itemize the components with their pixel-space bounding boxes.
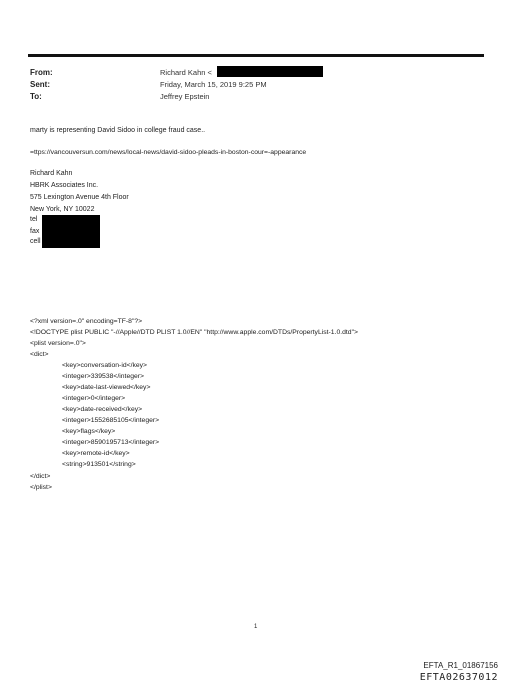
from-label: From: [30, 68, 53, 77]
xml-line: <plist version=.0"> [30, 340, 86, 347]
xml-line: <key>conversation-id</key> [62, 362, 148, 369]
xml-line: <key>remote-id</key> [62, 450, 130, 457]
xml-line: </dict> [30, 473, 51, 480]
sent-value: Friday, March 15, 2019 9:25 PM [160, 80, 267, 89]
signature-company: HBRK Associates Inc. [30, 182, 99, 189]
signature-tel-label: tel [30, 216, 38, 223]
xml-line: <key>date-received</key> [62, 406, 143, 413]
xml-line: <key>flags</key> [62, 428, 116, 435]
signature-cell-label: cell [30, 238, 41, 245]
bates-number-large: EFTA02637012 [419, 672, 498, 683]
header-rule [28, 54, 484, 57]
xml-line: <string>913501</string> [62, 461, 136, 468]
xml-line: <key>date-last-viewed</key> [62, 384, 151, 391]
signature-fax-label: fax [30, 228, 40, 235]
message-text: marty is representing David Sidoo in college fraud case.. [30, 127, 206, 134]
xml-line: <integer>0</integer> [62, 395, 126, 402]
sent-label: Sent: [30, 80, 50, 89]
xml-line: <dict> [30, 351, 49, 358]
xml-line: </plist> [30, 484, 52, 491]
signature-address-2: New York, NY 10022 [30, 206, 95, 213]
redaction-block-email [217, 66, 323, 77]
xml-line: <integer>1552685105</integer> [62, 417, 160, 424]
signature-address-1: 575 Lexington Avenue 4th Floor [30, 194, 129, 201]
to-label: To: [30, 92, 42, 101]
xml-line: <integer>8590195713</integer> [62, 439, 160, 446]
xml-line: <integer>339538</integer> [62, 373, 145, 380]
xml-line: <!DOCTYPE plist PUBLIC "-//Apple//DTD PLIST 1.0//EN" "http://www.apple.com/DTDs/PropertyList-1.0.dtd"> [30, 329, 358, 336]
to-value: Jeffrey Epstein [160, 92, 210, 101]
bates-number-small: EFTA_R1_01867156 [423, 661, 498, 670]
xml-line: <?xml version=.0" encoding=TF-8"?> [30, 318, 143, 325]
article-link[interactable]: =ttps://vancouversun.com/news/local-news/david-sidoo-pleads-in-boston-cour=-appearance [30, 149, 307, 156]
signature-name: Richard Kahn [30, 170, 73, 177]
from-value: Richard Kahn < [160, 68, 212, 77]
redaction-block-phones [42, 215, 100, 248]
page-number: 1 [254, 624, 258, 630]
